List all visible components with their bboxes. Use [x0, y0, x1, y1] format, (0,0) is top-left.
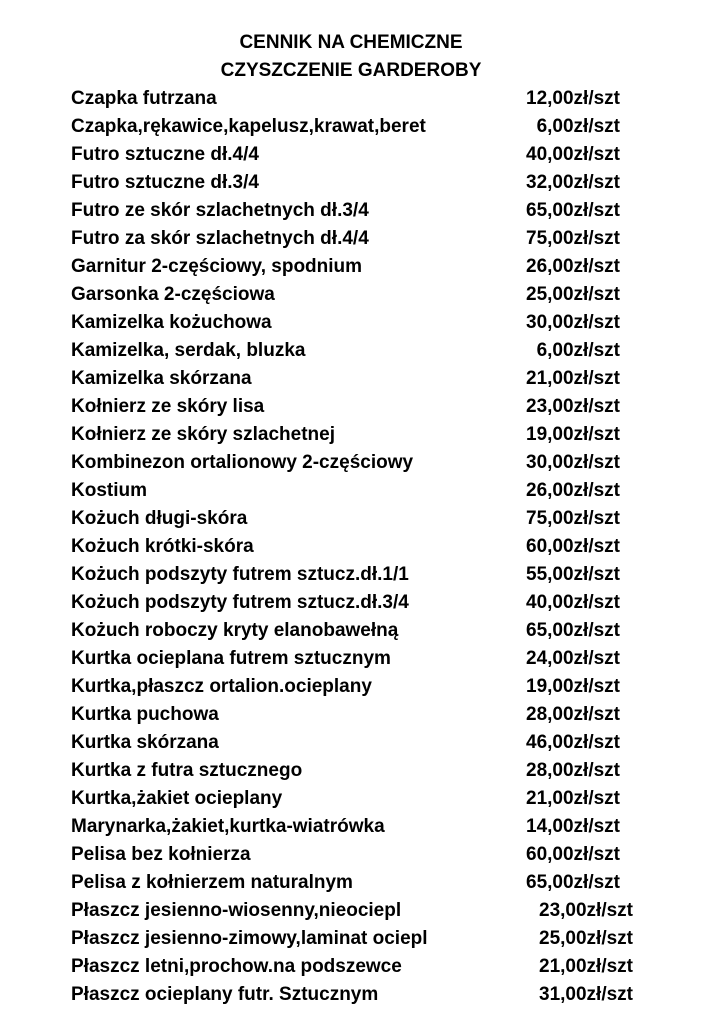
price-row — [0, 645, 724, 673]
item-price: 28,00zł/szt — [526, 704, 620, 725]
item-name: Czapka,rękawice,kapelusz,krawat,beret — [71, 116, 426, 137]
item-price: 24,00zł/szt — [526, 648, 620, 669]
item-name: Kurtka ocieplana futrem sztucznym — [71, 648, 391, 669]
item-name: Kożuch podszyty futrem sztucz.dł.3/4 — [71, 592, 409, 613]
item-name: Kurtka skórzana — [71, 732, 219, 753]
item-name: Płaszcz ocieplany futr. Sztucznym — [71, 984, 379, 1005]
price-row — [0, 561, 724, 589]
price-row — [0, 953, 724, 981]
item-price: 75,00zł/szt — [526, 228, 620, 249]
item-price: 21,00zł/szt — [526, 368, 620, 389]
item-price: 31,00zł/szt — [539, 984, 633, 1005]
item-price: 30,00zł/szt — [526, 452, 620, 473]
item-name: Kożuch podszyty futrem sztucz.dł.1/1 — [71, 564, 409, 585]
price-row — [0, 505, 724, 533]
item-price: 23,00zł/szt — [539, 900, 633, 921]
item-price: 21,00zł/szt — [539, 956, 633, 977]
price-row — [0, 113, 724, 141]
item-price: 19,00zł/szt — [526, 676, 620, 697]
price-list — [0, 85, 724, 1009]
price-row — [0, 197, 724, 225]
item-name: Kołnierz ze skóry szlachetnej — [71, 424, 335, 445]
item-price: 65,00zł/szt — [526, 620, 620, 641]
price-row — [0, 673, 724, 701]
item-price: 55,00zł/szt — [526, 564, 620, 585]
price-row — [0, 477, 724, 505]
item-price: 75,00zł/szt — [526, 508, 620, 529]
item-price: 6,00zł/szt — [536, 116, 620, 137]
item-price: 46,00zł/szt — [526, 732, 620, 753]
item-name: Pelisa bez kołnierza — [71, 844, 251, 865]
price-row — [0, 785, 724, 813]
item-price: 60,00zł/szt — [526, 536, 620, 557]
item-name: Kożuch krótki-skóra — [71, 536, 254, 557]
price-row — [0, 253, 724, 281]
item-name: Płaszcz jesienno-zimowy,laminat ociepl — [71, 928, 428, 949]
item-name: Kamizelka, serdak, bluzka — [71, 340, 306, 361]
item-name: Pelisa z kołnierzem naturalnym — [71, 872, 353, 893]
item-name: Czapka futrzana — [71, 88, 217, 109]
price-row — [0, 589, 724, 617]
price-row — [0, 533, 724, 561]
item-price: 25,00zł/szt — [526, 284, 620, 305]
item-price: 26,00zł/szt — [526, 480, 620, 501]
item-name: Płaszcz letni,prochow.na podszewce — [71, 956, 402, 977]
price-row — [0, 225, 724, 253]
item-name: Futro ze skór szlachetnych dł.3/4 — [71, 200, 369, 221]
price-row — [0, 729, 724, 757]
price-row — [0, 85, 724, 113]
item-price: 65,00zł/szt — [526, 200, 620, 221]
item-name: Kostium — [71, 480, 147, 501]
item-price: 23,00zł/szt — [526, 396, 620, 417]
item-name: Garnitur 2-częściowy, spodnium — [71, 256, 363, 277]
price-row — [0, 925, 724, 953]
item-name: Kożuch długi-skóra — [71, 508, 248, 529]
price-row — [0, 813, 724, 841]
item-price: 32,00zł/szt — [526, 172, 620, 193]
item-price: 12,00zł/szt — [526, 88, 620, 109]
item-price: 65,00zł/szt — [526, 872, 620, 893]
price-row — [0, 897, 724, 925]
item-name: Kurtka,żakiet ocieplany — [71, 788, 283, 809]
item-name: Kołnierz ze skóry lisa — [71, 396, 265, 417]
item-price: 14,00zł/szt — [526, 816, 620, 837]
item-price: 26,00zł/szt — [526, 256, 620, 277]
price-row — [0, 449, 724, 477]
document-title-line-2: CZYSZCZENIE GARDEROBY — [220, 60, 482, 81]
price-row — [0, 701, 724, 729]
item-name: Futro za skór szlachetnych dł.4/4 — [71, 228, 369, 249]
price-row — [0, 169, 724, 197]
item-price: 6,00zł/szt — [536, 340, 620, 361]
item-name: Kamizelka kożuchowa — [71, 312, 272, 333]
item-price: 21,00zł/szt — [526, 788, 620, 809]
price-row — [0, 617, 724, 645]
price-row — [0, 393, 724, 421]
price-row — [0, 869, 724, 897]
price-row — [0, 981, 724, 1009]
price-row — [0, 757, 724, 785]
price-row — [0, 365, 724, 393]
item-price: 25,00zł/szt — [539, 928, 633, 949]
price-row — [0, 281, 724, 309]
item-price: 60,00zł/szt — [526, 844, 620, 865]
item-name: Futro sztuczne dł.4/4 — [71, 144, 259, 165]
item-price: 28,00zł/szt — [526, 760, 620, 781]
item-price: 40,00zł/szt — [526, 592, 620, 613]
price-row — [0, 841, 724, 869]
price-row — [0, 141, 724, 169]
item-name: Kamizelka skórzana — [71, 368, 252, 389]
item-price: 40,00zł/szt — [526, 144, 620, 165]
item-price: 19,00zł/szt — [526, 424, 620, 445]
item-price: 30,00zł/szt — [526, 312, 620, 333]
document-title-line-1: CENNIK NA CHEMICZNE — [239, 32, 463, 53]
item-name: Futro sztuczne dł.3/4 — [71, 172, 259, 193]
item-name: Kombinezon ortalionowy 2-częściowy — [71, 452, 414, 473]
price-row — [0, 337, 724, 365]
item-name: Płaszcz jesienno-wiosenny,nieociepl — [71, 900, 402, 921]
price-row — [0, 309, 724, 337]
price-row — [0, 421, 724, 449]
item-name: Garsonka 2-częściowa — [71, 284, 275, 305]
item-name: Kożuch roboczy kryty elanobawełną — [71, 620, 399, 641]
item-name: Kurtka,płaszcz ortalion.ocieplany — [71, 676, 372, 697]
item-name: Marynarka,żakiet,kurtka-wiatrówka — [71, 816, 385, 837]
item-name: Kurtka z futra sztucznego — [71, 760, 303, 781]
item-name: Kurtka puchowa — [71, 704, 219, 725]
